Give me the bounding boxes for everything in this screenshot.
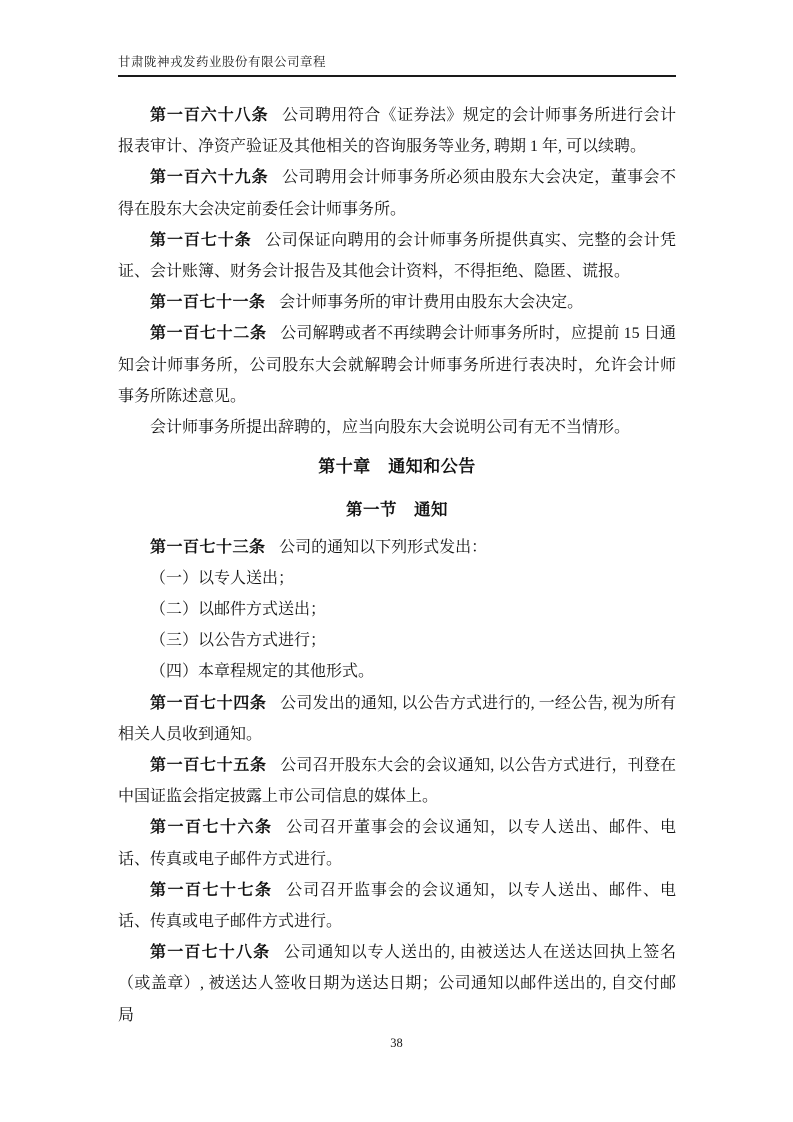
article-number: 第一百六十八条 [150, 107, 269, 124]
article-number: 第一百七十条 [150, 231, 252, 249]
article-paragraph [118, 532, 676, 563]
article-paragraph [118, 937, 676, 1031]
header-title: 甘肃陇神戎发药业股份有限公司章程 [118, 55, 327, 69]
article-text: 公司通知以专人送出的, 由被送达人在送达回执上签名（或盖章）, 被送达人签收日期为送达日期；公司通知以邮件送出的, 自交付邮局 [118, 944, 676, 1024]
article-paragraph [118, 812, 676, 874]
article-paragraph [118, 875, 676, 937]
article-number: 第一百七十七条 [150, 881, 273, 899]
article-text: 公司召开股东大会的会议通知, 以公告方式进行，刊登在中国证监会指定披露上市公司信息的媒体上。 [118, 757, 676, 806]
document-body [118, 100, 676, 1031]
article-paragraph [118, 688, 676, 750]
article-number: 第一百七十一条 [150, 294, 266, 312]
plain-paragraph: 会计师事务所提出辞聘的，应当向股东大会说明公司有无不当情形。 [150, 419, 631, 437]
article-text: 公司聘用会计师事务所必须由股东大会决定，董事会不得在股东大会决定前委任会计师事务所。 [118, 169, 676, 218]
article-paragraph [118, 750, 676, 812]
article-text: 公司发出的通知, 以公告方式进行的, 一经公告, 视为所有相关人员收到通知。 [118, 694, 676, 743]
article-number: 第一百七十八条 [150, 944, 271, 962]
page-header [118, 52, 676, 77]
article-number: 第一百七十三条 [150, 538, 266, 556]
plain-paragraph: （四）本章程规定的其他形式。 [150, 663, 375, 681]
page-footer [0, 1036, 793, 1051]
article-paragraph [118, 162, 676, 224]
article-number: 第一百七十六条 [150, 819, 273, 837]
article-paragraph [118, 100, 676, 162]
article-paragraph [118, 225, 676, 287]
article-text: 会计师事务所的审计费用由股东大会决定。 [279, 294, 584, 312]
chapter-heading: 第十章 通知和公告 [318, 457, 476, 477]
article-number: 第一百七十五条 [150, 757, 267, 775]
section-heading: 第一节 通知 [346, 501, 448, 520]
article-paragraph [118, 318, 676, 412]
article-number: 第一百七十二条 [150, 325, 267, 343]
article-number: 第一百六十九条 [150, 169, 269, 187]
plain-paragraph: （一）以专人送出； [150, 569, 295, 587]
article-number: 第一百七十四条 [150, 694, 267, 712]
article-text: 公司解聘或者不再续聘会计师事务所时，应提前 15 日通知会计师事务所，公司股东大会就解聘会计师事务所进行表决时，允许会计师事务所陈述意见。 [118, 325, 676, 405]
article-text: 公司召开董事会的会议通知，以专人送出、邮件、电话、传真或电子邮件方式进行。 [118, 819, 676, 868]
article-text: 公司保证向聘用的会计师事务所提供真实、完整的会计凭证、会计账簿、财务会计报告及其他会计资料，不得拒绝、隐匿、谎报。 [118, 231, 676, 281]
plain-paragraph: （三）以公告方式进行； [150, 632, 327, 650]
page-number: 38 [390, 1036, 403, 1050]
article-text: 公司的通知以下列形式发出： [279, 538, 488, 556]
article-text: 公司召开监事会的会议通知，以专人送出、邮件、电话、传真或电子邮件方式进行。 [118, 881, 676, 931]
article-text: 公司聘用符合《证券法》规定的会计师事务所进行会计报表审计、净资产验证及其他相关的咨询服务等业务, 聘期 1 年, 可以续聘。 [118, 107, 676, 156]
article-paragraph [118, 287, 676, 318]
plain-paragraph: （二）以邮件方式送出； [150, 601, 327, 619]
